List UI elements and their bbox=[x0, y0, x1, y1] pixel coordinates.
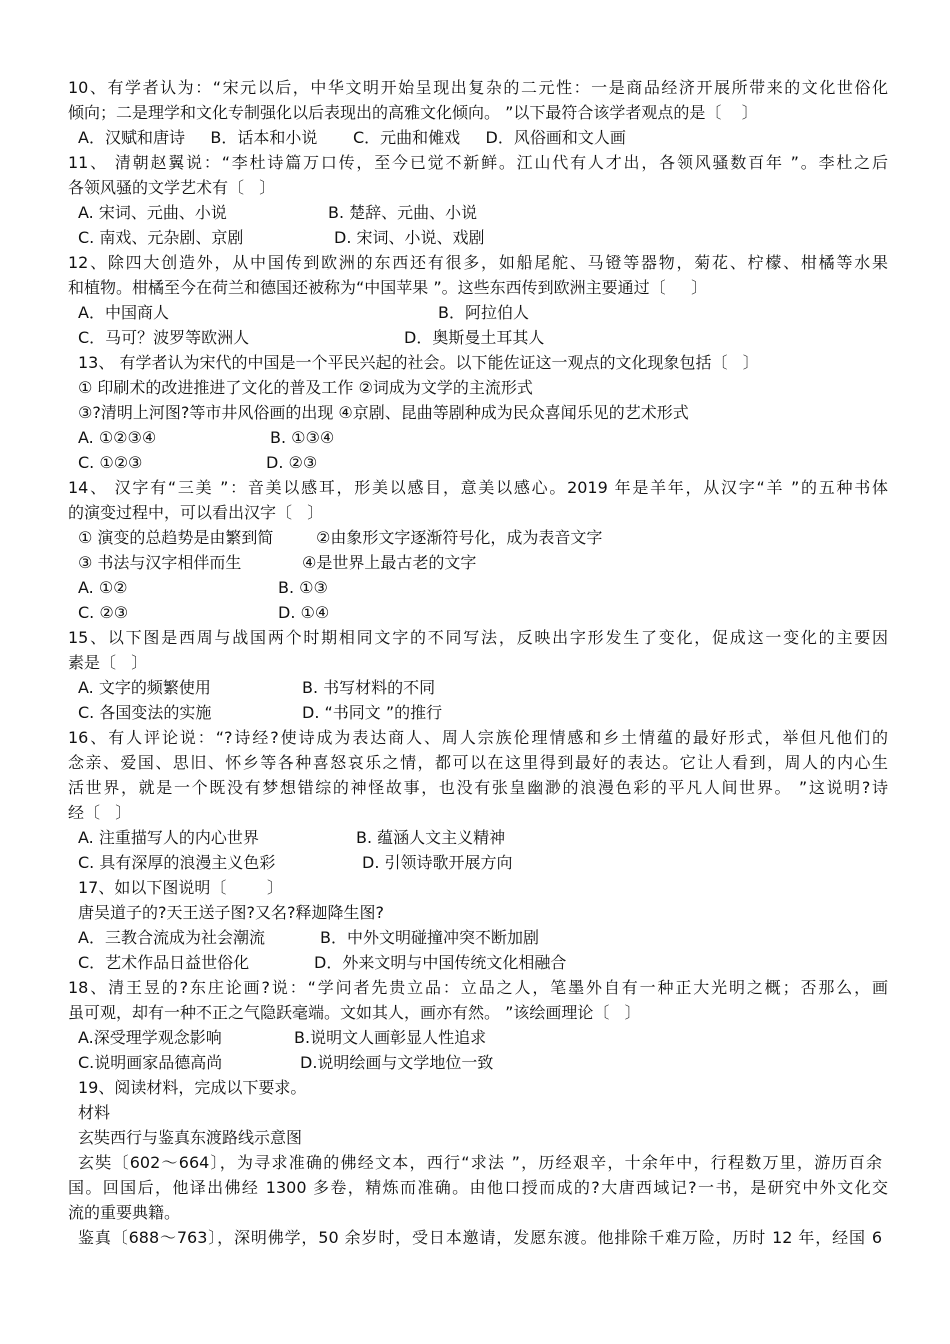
question-14-statement-4: ④是世界上最古老的文字 bbox=[302, 553, 477, 572]
question-11-option-d: D. 宋词、小说、戏剧 bbox=[334, 228, 485, 247]
question-14-statement-1: ① 演变的总趋势是由繁到简 bbox=[78, 528, 274, 547]
question-12-option-b: B．阿拉伯人 bbox=[438, 303, 529, 322]
question-14-option-c: C. ②③ bbox=[78, 603, 129, 622]
question-10-options: A．汉赋和唐诗 B．话本和小说 C．元曲和傩戏 D．风俗画和文人画 bbox=[78, 128, 626, 147]
question-14-line-1: 14、 汉字有“三美 ”：音美以感耳，形美以感目，意美以感心。2019 年是羊年，从汉字“羊 ”的五种书体 bbox=[68, 478, 888, 497]
question-13-line-1: 13、 有学者认为宋代的中国是一个平民兴起的社会。以下能佐证这一观点的文化现象包括〔 〕 bbox=[78, 353, 759, 372]
question-15-line-1: 15、以下图是西周与战国两个时期相同文字的不同写法，反映出字形发生了变化，促成这一变化的主要因 bbox=[68, 628, 888, 647]
question-12-option-a: A．中国商人 bbox=[78, 303, 169, 322]
question-11-option-a: A. 宋词、元曲、小说 bbox=[78, 203, 227, 222]
question-17-line-1: 17、如以下图说明〔 〕 bbox=[78, 878, 284, 897]
question-19-paragraph-1-line-2: 国。回国后，他译出佛经 1300 多卷，精炼而准确。由他口授而成的?大唐西域记?一书，是研究中外文化交 bbox=[68, 1178, 888, 1197]
question-13-statement-1: ① 印刷术的改进推进了文化的普及工作 ②词成为文学的主流形式 bbox=[78, 378, 533, 397]
question-14-option-d: D. ①④ bbox=[278, 603, 330, 622]
question-14-statement-2: ②由象形文字逐渐符号化，成为表音文字 bbox=[316, 528, 603, 547]
question-16-option-c: C. 具有深厚的浪漫主义色彩 bbox=[78, 853, 276, 872]
question-16-line-3: 活世界，就是一个既没有梦想错综的神怪故事，也没有张皇幽渺的浪漫色彩的平凡人间世界。 ”这说明?诗 bbox=[68, 778, 888, 797]
question-16-option-d: D. 引领诗歌开展方向 bbox=[362, 853, 513, 872]
question-19-paragraph-1-line-1: 玄奘〔602～664〕，为寻求准确的佛经文本，西行“求法 ”，历经艰辛，十余年中，行程数万里，游历百余 bbox=[78, 1153, 882, 1172]
question-11-line-2: 各领风骚的文学艺术有〔 〕 bbox=[68, 178, 276, 197]
question-19-map-title: 玄奘西行与鉴真东渡路线示意图 bbox=[78, 1128, 303, 1147]
question-16-option-b: B. 蕴涵人文主义精神 bbox=[356, 828, 506, 847]
question-12-option-d: D．奥斯曼土耳其人 bbox=[404, 328, 545, 347]
question-16-line-2: 念亲、爱国、思旧、怀乡等各种喜怒哀乐之情，都可以在这里得到最好的表达。它让人看到，周人的内心生 bbox=[68, 753, 888, 772]
question-19-paragraph-1-line-3: 流的重要典籍。 bbox=[68, 1203, 181, 1222]
question-14-line-2: 的演变过程中，可以看出汉字〔 〕 bbox=[68, 503, 324, 522]
question-15-option-a: A. 文字的频繁使用 bbox=[78, 678, 211, 697]
question-13-option-a: A. ①②③④ bbox=[78, 428, 157, 447]
question-14-option-a: A. ①② bbox=[78, 578, 128, 597]
question-17-option-a: A．三教合流成为社会潮流 bbox=[78, 928, 265, 947]
question-16-line-4: 经〔 〕 bbox=[68, 803, 132, 822]
question-11-option-c: C. 南戏、元杂剧、京剧 bbox=[78, 228, 244, 247]
question-10-line-1: 10、有学者认为：“宋元以后，中华文明开始呈现出复杂的二元性：一是商品经济开展所带来的文化世俗化 bbox=[68, 78, 888, 97]
question-15-option-b: B. 书写材料的不同 bbox=[302, 678, 436, 697]
question-18-option-b: B.说明文人画彰显人性追求 bbox=[294, 1028, 487, 1047]
question-13-option-b: B. ①③④ bbox=[270, 428, 335, 447]
question-13-statement-2: ③?清明上河图?等市井风俗画的出现 ④京剧、昆曲等剧种成为民众喜闻乐见的艺术形式 bbox=[78, 403, 689, 422]
question-12-line-2: 和植物。柑橘至今在荷兰和德国还被称为“中国苹果 ”。这些东西传到欧洲主要通过〔 〕 bbox=[68, 278, 708, 297]
question-16-option-a: A. 注重描写人的内心世界 bbox=[78, 828, 259, 847]
question-17-option-d: D．外来文明与中国传统文化相融合 bbox=[314, 953, 567, 972]
question-12-line-1: 12、除四大创造外，从中国传到欧洲的东西还有很多，如船尾舵、马镫等器物，菊花、柠檬、柑橘等水果 bbox=[68, 253, 888, 272]
question-18-line-1: 18、清王昱的?东庄论画?说：“学问者先贵立品：立品之人，笔墨外自有一种正大光明之概；否那么，画 bbox=[68, 978, 888, 997]
question-12-option-c: C．马可？波罗等欧洲人 bbox=[78, 328, 250, 347]
question-16-line-1: 16、有人评论说：“?诗经?使诗成为表达商人、周人宗族伦理情感和乡土情蕴的最好形式，举但凡他们的 bbox=[68, 728, 888, 747]
question-13-option-c: C. ①②③ bbox=[78, 453, 143, 472]
question-17-option-c: C．艺术作品日益世俗化 bbox=[78, 953, 250, 972]
question-17-caption: 唐吴道子的?天王送子图?又名?释迦降生图? bbox=[78, 903, 384, 922]
question-14-option-b: B. ①③ bbox=[278, 578, 328, 597]
question-18-option-d: D.说明绘画与文学地位一致 bbox=[300, 1053, 494, 1072]
question-14-statement-3: ③ 书法与汉字相伴而生 bbox=[78, 553, 242, 572]
question-15-option-d: D. “书同文 ”的推行 bbox=[302, 703, 443, 722]
question-17-option-b: B．中外文明碰撞冲突不断加剧 bbox=[320, 928, 539, 947]
question-11-option-b: B. 楚辞、元曲、小说 bbox=[328, 203, 478, 222]
question-18-option-a: A.深受理学观念影响 bbox=[78, 1028, 222, 1047]
question-11-line-1: 11、 清朝赵翼说：“李杜诗篇万口传，至今已觉不新鲜。江山代有人才出，各领风骚数百年 ”。李杜之后 bbox=[68, 153, 888, 172]
question-10-line-2: 倾向；二是理学和文化专制强化以后表现出的高雅文化倾向。 ”以下最符合该学者观点的是〔 〕 bbox=[68, 103, 758, 122]
question-18-option-c: C.说明画家品德高尚 bbox=[78, 1053, 223, 1072]
question-18-line-2: 虽可观，却有一种不正之气隐跃毫端。文如其人，画亦有然。 ”该绘画理论〔 〕 bbox=[68, 1003, 641, 1022]
question-13-option-d: D. ②③ bbox=[266, 453, 318, 472]
question-19-line-1: 19、阅读材料，完成以下要求。 bbox=[78, 1078, 307, 1097]
question-19-paragraph-2-line-1: 鉴真〔688～763〕，深明佛学，50 余岁时，受日本邀请，发愿东渡。他排除千难万险，历时 12 年，经国 6 bbox=[78, 1228, 882, 1247]
question-15-option-c: C. 各国变法的实施 bbox=[78, 703, 212, 722]
question-15-line-2: 素是〔 〕 bbox=[68, 653, 148, 672]
question-19-material-label: 材料 bbox=[78, 1103, 111, 1122]
